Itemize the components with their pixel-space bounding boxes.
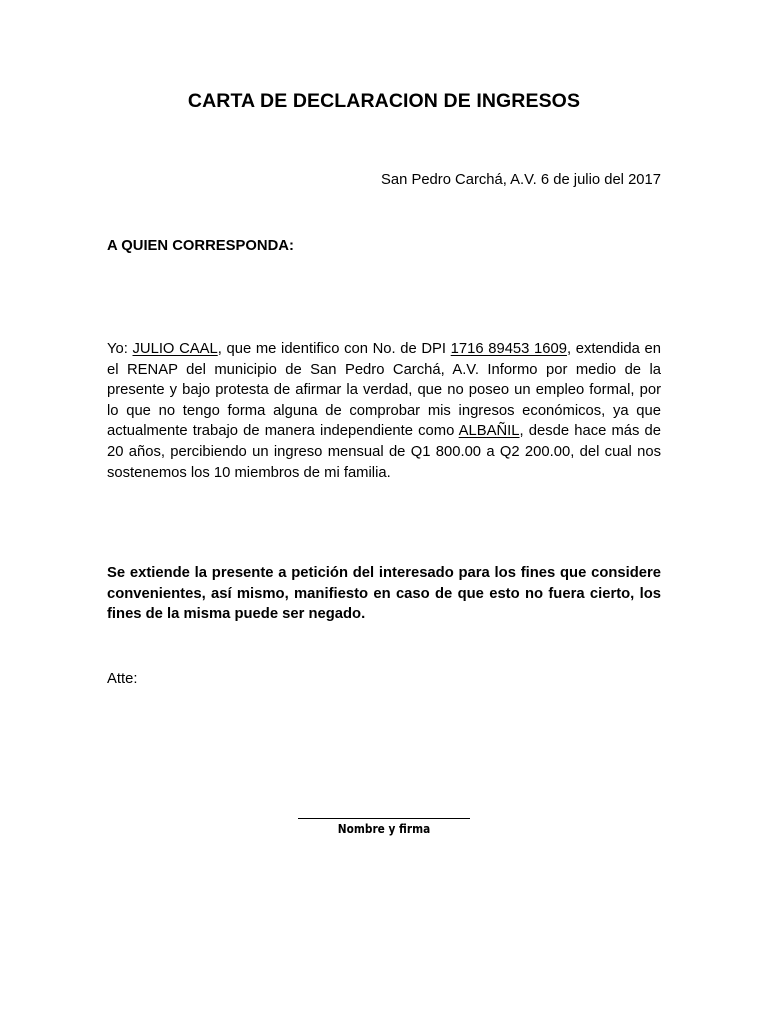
place-date: San Pedro Carchá, A.V. 6 de julio del 2017: [381, 172, 661, 188]
closing-paragraph: Se extiende la presente a petición del interesado para los fines que considere convenientes, así mismo, manifiesto en caso de que esto no fuera cierto, los fines de la misma puede ser negado.: [107, 565, 661, 623]
body-segment-2: , extendida en el RENAP del municipio de San Pedro Carchá, A.V. Informo por medio de la presente y bajo protesta de afirmar la verdad, que no poseo un empleo formal, por lo que no tengo forma alguna de comprobar mis ingresos económicos, ya que actualmente trabajo de manera independiente como: [107, 341, 661, 440]
signature-line: [298, 818, 470, 819]
declarant-name: JULIO CAAL: [132, 341, 218, 357]
salutation: A QUIEN CORRESPONDA:: [107, 238, 294, 254]
dpi-number: 1716 89453 1609: [450, 341, 567, 357]
declaration-paragraph: [107, 339, 661, 483]
document-title: CARTA DE DECLARACION DE INGRESOS: [187, 90, 581, 112]
sign-off: Atte:: [107, 671, 138, 687]
occupation: ALBAÑIL: [458, 423, 520, 440]
signature-caption: Nombre y firma: [337, 822, 431, 836]
body-prefix: Yo:: [107, 341, 133, 357]
body-segment-1: , que me identifico con No. de DPI: [217, 341, 451, 357]
body-segment-3: , desde hace más de 20 años, percibiendo un ingreso mensual de Q1 800.00 a Q2 200.00, del cual nos sostenemos los 10 miembros de mi familia.: [107, 423, 662, 481]
